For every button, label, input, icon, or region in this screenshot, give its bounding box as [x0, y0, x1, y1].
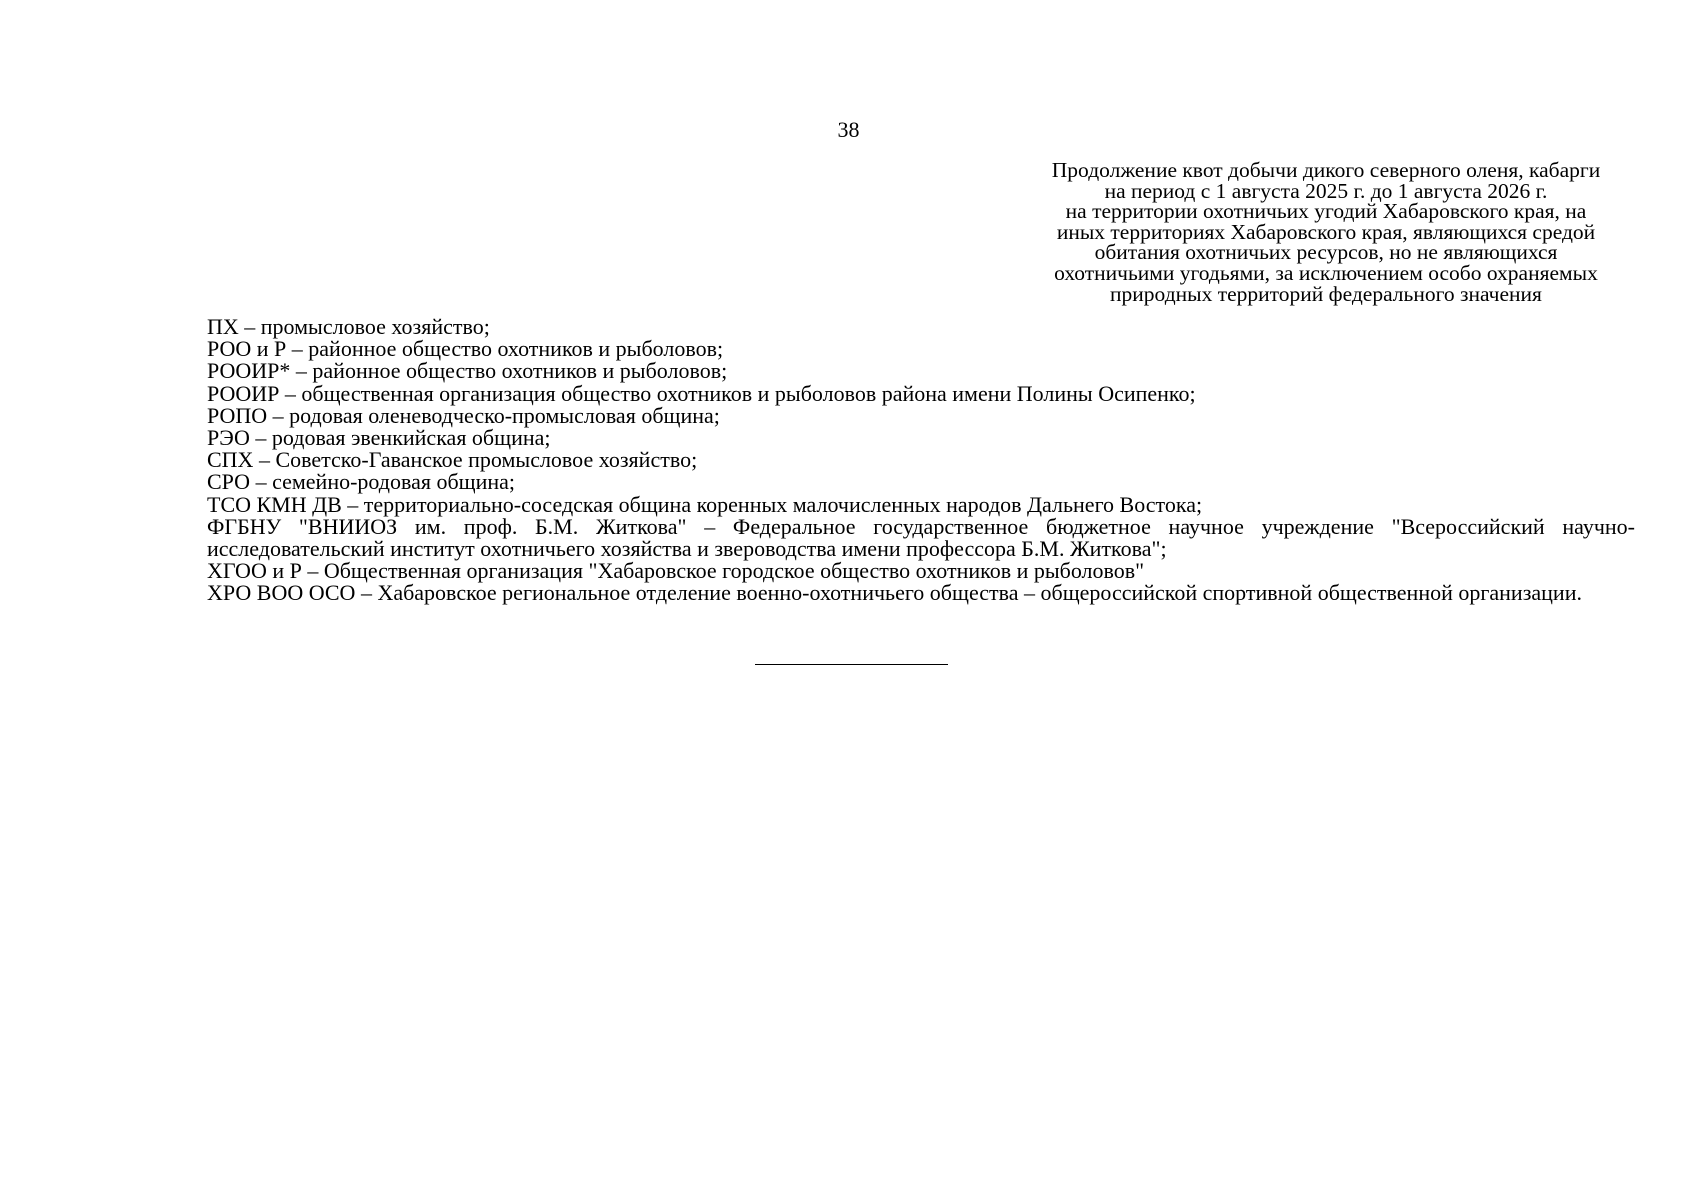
legend-item: СПХ – Советско-Гаванское промысловое хозяйство; — [207, 447, 698, 473]
caption-line: на территории охотничьих угодий Хабаровского края, на — [1065, 199, 1587, 224]
legend-item: ФГБНУ "ВНИИОЗ им. проф. Б.М. Житкова" – Федеральное государственное бюджетное научное учреждение "Всероссийский научно-исследовательский институт охотничьего хозяйства и звероводства имени профессора Б.М. Житкова"; — [207, 513, 1635, 562]
caption-line: иных территориях Хабаровского края, являющихся средой — [1056, 219, 1596, 244]
legend-item: ХРО ВОО ОСО – Хабаровское региональное отделение военно-охотничьего общества – общероссийской спортивной общественной организации. — [207, 580, 1582, 606]
caption-line: природных территорий федерального значения — [1110, 281, 1542, 306]
legend-item: РОО и Р – районное общество охотников и рыболовов; — [207, 336, 724, 362]
table-continuation-caption — [1008, 160, 1644, 304]
caption-line: Продолжение квот добычи дикого северного оленя, кабарги — [1051, 158, 1601, 182]
caption-line: охотничьими угодьями, за исключением особо охраняемых — [1054, 260, 1598, 285]
caption-line: на период с 1 августа 2025 г. до 1 августа 2026 г. — [1104, 178, 1548, 203]
legend-item: РОПО – родовая оленеводческо-промысловая община; — [207, 402, 720, 428]
caption-line: обитания охотничьих ресурсов, но не являющихся — [1094, 240, 1558, 265]
legend-item: ХГОО и Р – Общественная организация "Хабаровское городское общество охотников и рыболовов" — [207, 558, 1145, 584]
legend-item: СРО – семейно-родовая община; — [207, 469, 516, 495]
legend-item: РООИР* – районное общество охотников и рыболовов; — [207, 358, 728, 384]
legend-item: РЭО – родовая эвенкийская община; — [207, 425, 551, 451]
abbreviations-legend — [207, 316, 1635, 605]
page-number: 38 — [837, 117, 860, 142]
legend-item: ПХ – промысловое хозяйство; — [207, 314, 490, 339]
legend-item: ТСО КМН ДВ – территориально-соседская община коренных малочисленных народов Дальнего Востока; — [207, 491, 1203, 517]
legend-item: РООИР – общественная организация общество охотников и рыболовов района имени Полины Осипенко; — [207, 380, 1196, 406]
end-of-document-rule — [755, 664, 948, 665]
